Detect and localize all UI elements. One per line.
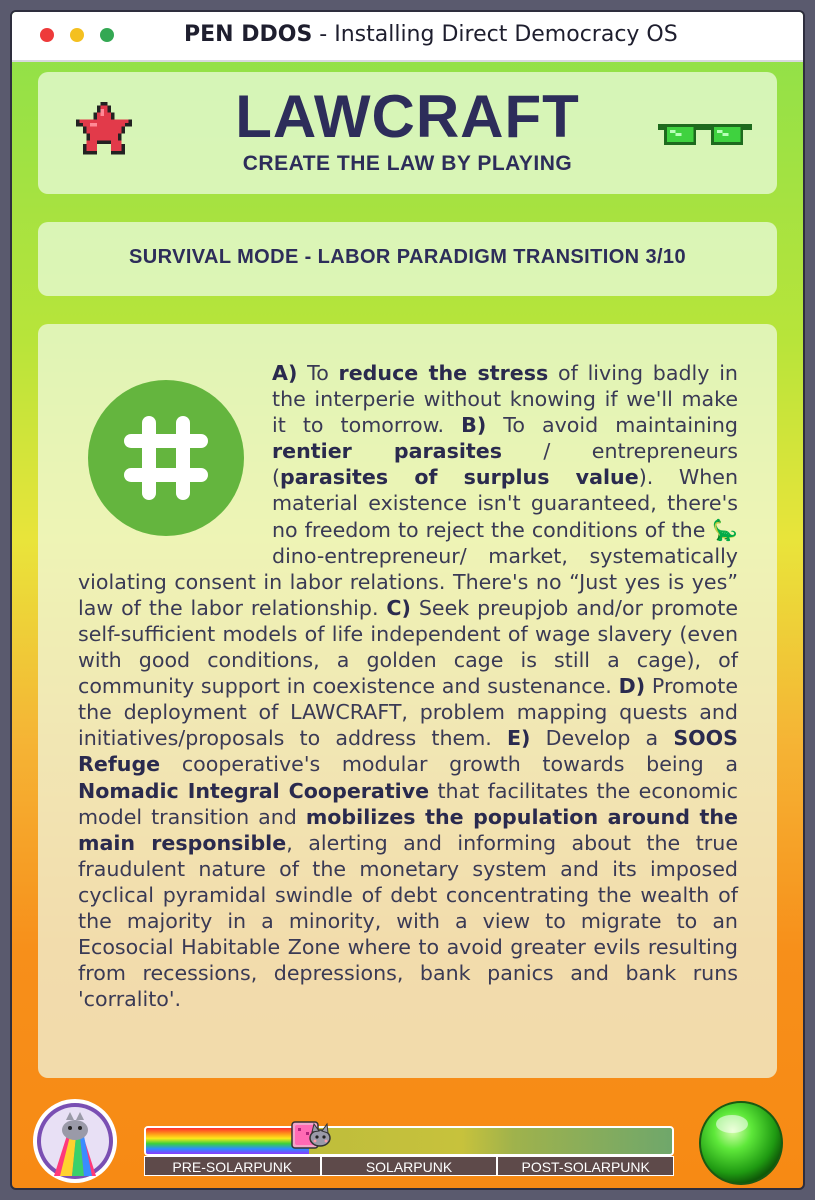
stage-label-solarpunk: SOLARPUNK bbox=[321, 1156, 498, 1176]
window-title bbox=[184, 22, 678, 47]
app-title: LAWCRAFT bbox=[235, 83, 580, 150]
content-text-segment: Promote the deployment of LAWCRAFT, problem mapping quests and initiatives/proposals to address them. bbox=[78, 674, 739, 751]
content-text-segment: , alerting and informing about the true fraudulent nature of the monetary system and its imposed cyclical pyramidal swindle of debt concentrating the wealth of the majority in a minority, with a view to migrate to an Ecosocial Habitable Zone where to avoid greater evils resulting from recessions, depressions, bank panics and bank runs 'corralito'. bbox=[78, 830, 738, 1012]
content-text-bold: D) bbox=[618, 674, 646, 699]
header-panel bbox=[38, 72, 777, 194]
content-text-bold: mobilizes the population around the main responsible bbox=[78, 804, 738, 855]
progress-track bbox=[144, 1126, 674, 1156]
mode-label: SURVIVAL MODE - LABOR PARADIGM TRANSITION 3/10 bbox=[129, 246, 686, 268]
stage-label-post-solarpunk: POST-SOLARPUNK bbox=[497, 1156, 674, 1176]
content-text-segment: ). When material existence isn't guaranteed, there's no freedom to reject the conditions of the 🦕 dino-entrepreneur/ market, systematically violating consent in labor relations. There's no “Just yes is yes” law of the labor relationship. bbox=[78, 465, 738, 620]
close-button[interactable] bbox=[40, 28, 54, 42]
content-text-segment: cooperative's modular growth towards being a bbox=[160, 752, 738, 777]
nyan-cat-icon bbox=[288, 1118, 332, 1156]
hashtag-icon bbox=[88, 380, 244, 536]
maximize-button[interactable] bbox=[100, 28, 114, 42]
content-text-bold: E) bbox=[506, 726, 531, 751]
content-text bbox=[78, 360, 738, 1012]
solarpunk-logo-icon bbox=[32, 1098, 118, 1184]
minimize-button[interactable] bbox=[70, 28, 84, 42]
content-text-segment: that facilitates the economic model transition and bbox=[78, 778, 738, 829]
content-text-segment: of living badly in the interperie without knowing if we'll make it to tomorrow. bbox=[272, 361, 738, 438]
content-text-segment: To avoid maintaining bbox=[486, 413, 738, 438]
content-text-segment: / entrepreneurs ( bbox=[272, 439, 738, 490]
window-title-bold: PEN DDOS bbox=[184, 22, 313, 47]
mode-panel bbox=[38, 222, 777, 296]
stage-label-pre-solarpunk: PRE-SOLARPUNK bbox=[144, 1156, 321, 1176]
progress-bar bbox=[144, 1126, 674, 1176]
green-orb-icon[interactable] bbox=[698, 1100, 784, 1186]
content-text-bold: SOOS Refuge bbox=[78, 726, 739, 777]
content-text-bold: reduce the stress bbox=[338, 361, 549, 385]
content-panel bbox=[38, 324, 777, 1078]
progress-fill bbox=[146, 1128, 309, 1154]
content-text-segment: Seek preupjob and/or promote self-sufficient models of life independent of wage slavery (even with good conditions, a golden cage is still a cage), of community support in coexistence and sustenance. bbox=[78, 595, 739, 699]
progress-stage-labels bbox=[144, 1156, 674, 1176]
pixel-sunglasses-icon bbox=[658, 118, 752, 148]
content-text-bold: parasites of surplus value bbox=[280, 465, 639, 490]
content-text-bold: B) bbox=[461, 413, 487, 438]
content-text-segment: Develop a bbox=[530, 726, 674, 751]
app-tagline: CREATE THE LAW BY PLAYING bbox=[242, 152, 573, 175]
content-text-bold: rentier parasites bbox=[272, 439, 502, 464]
window-title-rest: - Installing Direct Democracy OS bbox=[312, 22, 678, 47]
content-text-segment: To bbox=[297, 361, 339, 385]
content-text-bold: C) bbox=[386, 595, 411, 620]
app-window bbox=[10, 10, 805, 1190]
title-bar bbox=[12, 12, 803, 62]
content-text-bold: Nomadic Integral Cooperative bbox=[78, 778, 430, 803]
content-text-bold: A) bbox=[272, 361, 298, 385]
